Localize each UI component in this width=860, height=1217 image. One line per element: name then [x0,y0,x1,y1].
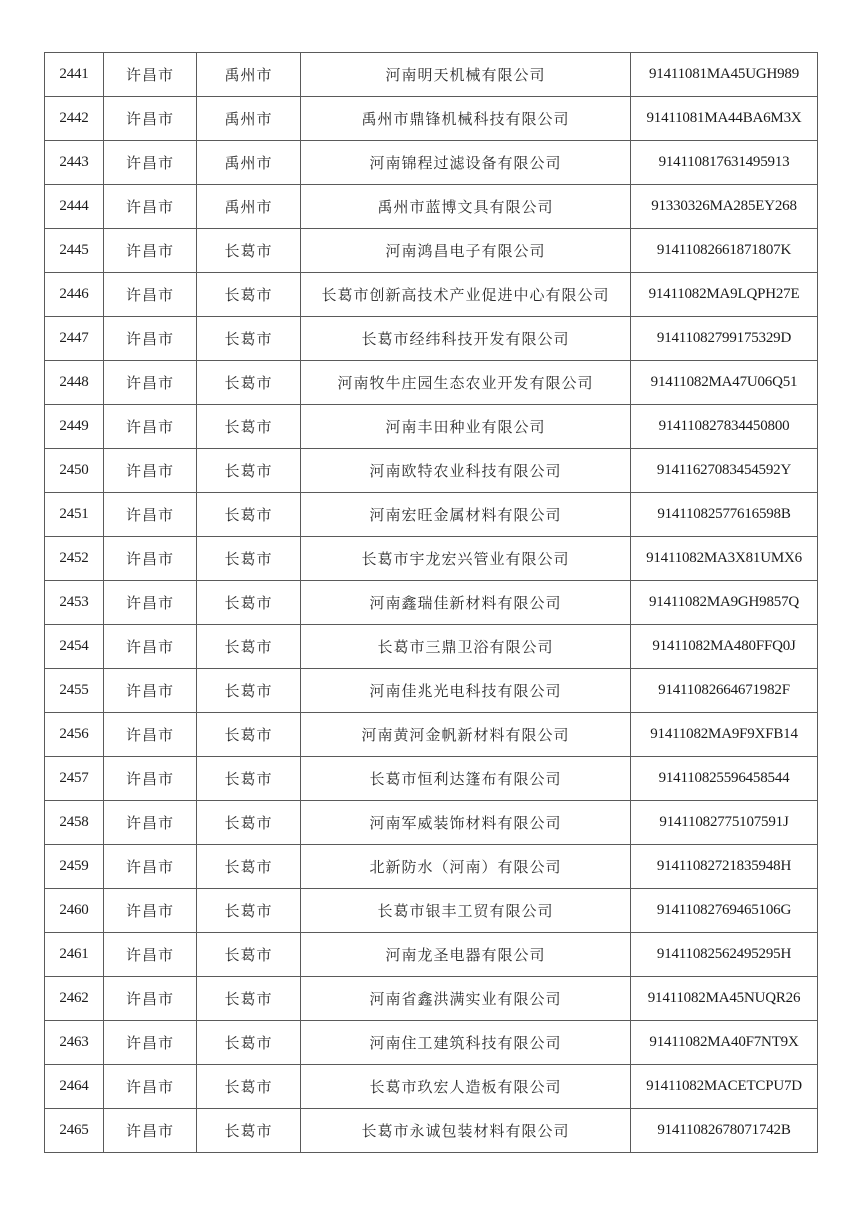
county-cell: 长葛市 [197,317,301,361]
credit-code-cell: 91411081MA45UGH989 [631,53,818,97]
credit-code-cell: 91411082MA9LQPH27E [631,273,818,317]
county-cell: 长葛市 [197,273,301,317]
credit-code-cell: 91411082769465106G [631,889,818,933]
row-number: 2454 [45,625,104,669]
county-cell: 长葛市 [197,1021,301,1065]
company-name-cell: 河南黄河金帆新材料有限公司 [301,713,631,757]
table-row [45,273,818,317]
company-list-table [44,52,818,1153]
city-cell: 许昌市 [104,229,197,273]
company-name-cell: 河南省鑫洪满实业有限公司 [301,977,631,1021]
table-row [45,317,818,361]
table-row [45,977,818,1021]
row-number: 2461 [45,933,104,977]
company-name-cell: 长葛市三鼎卫浴有限公司 [301,625,631,669]
credit-code-cell: 91411082MACETCPU7D [631,1065,818,1109]
credit-code-cell: 91411082775107591J [631,801,818,845]
company-name-cell: 长葛市恒利达篷布有限公司 [301,757,631,801]
city-cell: 许昌市 [104,405,197,449]
credit-code-cell: 91411082MA9GH9857Q [631,581,818,625]
credit-code-cell: 91411082661871807K [631,229,818,273]
row-number: 2443 [45,141,104,185]
row-number: 2441 [45,53,104,97]
county-cell: 长葛市 [197,713,301,757]
credit-code-cell: 91411627083454592Y [631,449,818,493]
table-row [45,1065,818,1109]
table-row [45,141,818,185]
row-number: 2458 [45,801,104,845]
row-number: 2442 [45,97,104,141]
company-name-cell: 河南鑫瑞佳新材料有限公司 [301,581,631,625]
credit-code-cell: 91411081MA44BA6M3X [631,97,818,141]
city-cell: 许昌市 [104,977,197,1021]
row-number: 2462 [45,977,104,1021]
table-row [45,625,818,669]
county-cell: 长葛市 [197,405,301,449]
table-row [45,493,818,537]
company-name-cell: 禹州市鼎锋机械科技有限公司 [301,97,631,141]
city-cell: 许昌市 [104,713,197,757]
city-cell: 许昌市 [104,185,197,229]
company-name-cell: 河南军威装饰材料有限公司 [301,801,631,845]
credit-code-cell: 91411082799175329D [631,317,818,361]
table-row [45,361,818,405]
credit-code-cell: 91411082MA480FFQ0J [631,625,818,669]
county-cell: 长葛市 [197,845,301,889]
city-cell: 许昌市 [104,669,197,713]
city-cell: 许昌市 [104,801,197,845]
city-cell: 许昌市 [104,97,197,141]
county-cell: 禹州市 [197,53,301,97]
credit-code-cell: 91411082721835948H [631,845,818,889]
county-cell: 长葛市 [197,493,301,537]
row-number: 2452 [45,537,104,581]
row-number: 2448 [45,361,104,405]
county-cell: 长葛市 [197,229,301,273]
company-name-cell: 河南佳兆光电科技有限公司 [301,669,631,713]
county-cell: 禹州市 [197,185,301,229]
table-row [45,185,818,229]
company-name-cell: 河南明天机械有限公司 [301,53,631,97]
county-cell: 长葛市 [197,801,301,845]
row-number: 2464 [45,1065,104,1109]
table-row [45,581,818,625]
row-number: 2450 [45,449,104,493]
credit-code-cell: 914110827834450800 [631,405,818,449]
city-cell: 许昌市 [104,889,197,933]
company-name-cell: 北新防水（河南）有限公司 [301,845,631,889]
row-number: 2459 [45,845,104,889]
county-cell: 长葛市 [197,1065,301,1109]
city-cell: 许昌市 [104,361,197,405]
row-number: 2453 [45,581,104,625]
city-cell: 许昌市 [104,1021,197,1065]
city-cell: 许昌市 [104,449,197,493]
city-cell: 许昌市 [104,53,197,97]
table-row [45,53,818,97]
company-name-cell: 长葛市经纬科技开发有限公司 [301,317,631,361]
city-cell: 许昌市 [104,1109,197,1153]
county-cell: 长葛市 [197,933,301,977]
county-cell: 长葛市 [197,669,301,713]
table-row [45,537,818,581]
city-cell: 许昌市 [104,141,197,185]
table-row [45,845,818,889]
city-cell: 许昌市 [104,273,197,317]
city-cell: 许昌市 [104,493,197,537]
row-number: 2447 [45,317,104,361]
company-name-cell: 河南住工建筑科技有限公司 [301,1021,631,1065]
row-number: 2446 [45,273,104,317]
table-body [45,53,818,1153]
company-name-cell: 长葛市永诚包装材料有限公司 [301,1109,631,1153]
city-cell: 许昌市 [104,317,197,361]
table-row [45,97,818,141]
company-name-cell: 河南丰田种业有限公司 [301,405,631,449]
city-cell: 许昌市 [104,581,197,625]
county-cell: 长葛市 [197,581,301,625]
city-cell: 许昌市 [104,757,197,801]
row-number: 2460 [45,889,104,933]
county-cell: 禹州市 [197,141,301,185]
table-row [45,757,818,801]
county-cell: 长葛市 [197,449,301,493]
table-row [45,669,818,713]
city-cell: 许昌市 [104,933,197,977]
table-row [45,1021,818,1065]
county-cell: 长葛市 [197,757,301,801]
table-row [45,405,818,449]
credit-code-cell: 91411082664671982F [631,669,818,713]
credit-code-cell: 91411082MA45NUQR26 [631,977,818,1021]
row-number: 2465 [45,1109,104,1153]
row-number: 2449 [45,405,104,449]
company-name-cell: 河南锦程过滤设备有限公司 [301,141,631,185]
credit-code-cell: 91411082MA3X81UMX6 [631,537,818,581]
table-row [45,889,818,933]
table-row [45,449,818,493]
company-name-cell: 河南牧牛庄园生态农业开发有限公司 [301,361,631,405]
row-number: 2444 [45,185,104,229]
company-name-cell: 长葛市创新高技术产业促进中心有限公司 [301,273,631,317]
credit-code-cell: 91330326MA285EY268 [631,185,818,229]
credit-code-cell: 91411082MA9F9XFB14 [631,713,818,757]
credit-code-cell: 91411082MA47U06Q51 [631,361,818,405]
city-cell: 许昌市 [104,625,197,669]
company-name-cell: 长葛市宇龙宏兴管业有限公司 [301,537,631,581]
company-name-cell: 河南欧特农业科技有限公司 [301,449,631,493]
company-name-cell: 河南鸿昌电子有限公司 [301,229,631,273]
row-number: 2455 [45,669,104,713]
county-cell: 长葛市 [197,977,301,1021]
document-page [44,52,817,1153]
company-name-cell: 河南龙圣电器有限公司 [301,933,631,977]
credit-code-cell: 91411082577616598B [631,493,818,537]
credit-code-cell: 91411082678071742B [631,1109,818,1153]
city-cell: 许昌市 [104,1065,197,1109]
county-cell: 长葛市 [197,537,301,581]
row-number: 2445 [45,229,104,273]
city-cell: 许昌市 [104,537,197,581]
credit-code-cell: 914110825596458544 [631,757,818,801]
company-name-cell: 长葛市玖宏人造板有限公司 [301,1065,631,1109]
row-number: 2463 [45,1021,104,1065]
county-cell: 长葛市 [197,889,301,933]
county-cell: 长葛市 [197,361,301,405]
city-cell: 许昌市 [104,845,197,889]
row-number: 2451 [45,493,104,537]
table-row [45,801,818,845]
company-name-cell: 长葛市银丰工贸有限公司 [301,889,631,933]
credit-code-cell: 91411082562495295H [631,933,818,977]
table-row [45,1109,818,1153]
county-cell: 禹州市 [197,97,301,141]
county-cell: 长葛市 [197,625,301,669]
company-name-cell: 禹州市蓝博文具有限公司 [301,185,631,229]
table-row [45,229,818,273]
row-number: 2456 [45,713,104,757]
company-name-cell: 河南宏旺金属材料有限公司 [301,493,631,537]
county-cell: 长葛市 [197,1109,301,1153]
table-row [45,713,818,757]
table-row [45,933,818,977]
credit-code-cell: 914110817631495913 [631,141,818,185]
credit-code-cell: 91411082MA40F7NT9X [631,1021,818,1065]
row-number: 2457 [45,757,104,801]
